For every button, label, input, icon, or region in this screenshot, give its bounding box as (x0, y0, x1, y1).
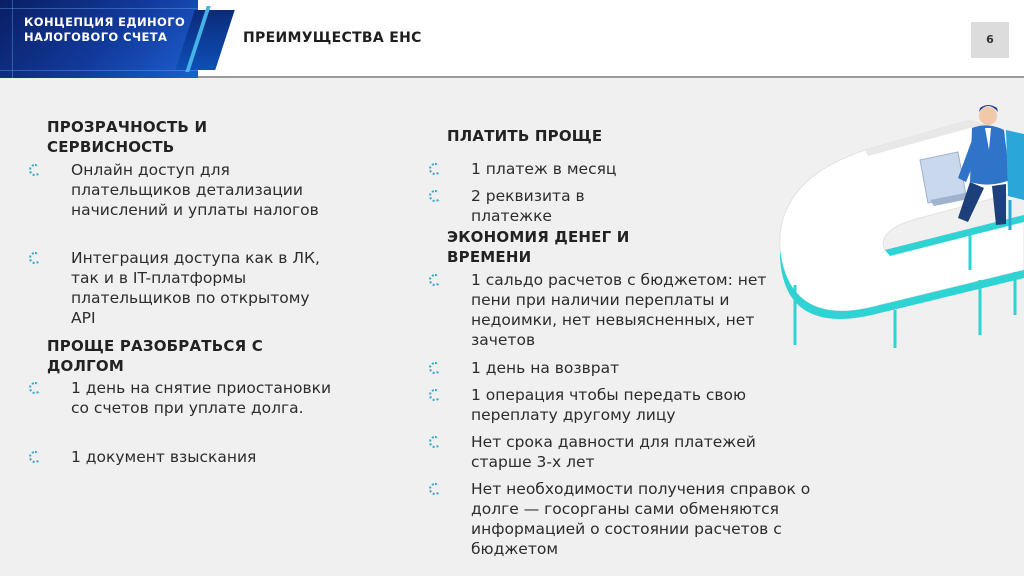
section-title-debt: ПРОЩЕ РАЗОБРАТЬСЯ С ДОЛГОМ (47, 337, 263, 375)
brand-decor-line (12, 0, 13, 78)
list-item: Интеграция доступа как в ЛК, так и в IT-платформы плательщиков по открытому API (71, 249, 320, 327)
progress-ring-icon (429, 274, 441, 286)
progress-ring-icon (29, 382, 41, 394)
progress-ring-icon (429, 436, 441, 448)
page-number: 6 (971, 22, 1009, 58)
brand-decor-line (0, 8, 198, 9)
list-item: 1 документ взыскания (71, 448, 257, 466)
list-item: 1 день на снятие приостановки со счетов при уплате долга. (71, 379, 332, 417)
progress-ring-icon (29, 164, 41, 176)
list-item: 1 операция чтобы передать свою переплату другому лицу (471, 386, 747, 424)
person-at-desk-illustration (770, 100, 1024, 350)
progress-ring-icon (429, 362, 441, 374)
list-item: 2 реквизита в платежке (471, 187, 585, 225)
list-item: Онлайн доступ для плательщиков детализации начислений и уплаты налогов (71, 161, 319, 219)
list-item: 1 день на возврат (471, 359, 620, 377)
brand-block (0, 0, 198, 78)
slide-title: ПРЕИМУЩЕСТВА ЕНС (243, 30, 422, 46)
section-title-savings: ЭКОНОМИЯ ДЕНЕГ И ВРЕМЕНИ (447, 228, 630, 266)
list-item: 1 сальдо расчетов с бюджетом: нет пени при наличии переплаты и недоимки, нет невыясненных, нет зачетов (471, 271, 767, 349)
brand-decor-line (0, 70, 198, 71)
progress-ring-icon (429, 163, 441, 175)
progress-ring-icon (429, 389, 441, 401)
brand-title: КОНЦЕПЦИЯ ЕДИНОГО НАЛОГОВОГО СЧЕТА (24, 15, 186, 44)
section-title-pay-easier: ПЛАТИТЬ ПРОЩЕ (447, 127, 603, 145)
progress-ring-icon (29, 252, 41, 264)
list-item: Нет срока давности для платежей старше 3-х лет (471, 433, 756, 471)
list-item: 1 платеж в месяц (471, 160, 617, 178)
progress-ring-icon (429, 190, 441, 202)
progress-ring-icon (429, 483, 441, 495)
list-item: Нет необходимости получения справок о долге — госорганы сами обменяются информацией о состоянии расчетов с бюджетом (471, 480, 811, 558)
progress-ring-icon (29, 451, 41, 463)
slide-header (0, 0, 1024, 78)
section-title-transparency: ПРОЗРАЧНОСТЬ И СЕРВИСНОСТЬ (47, 118, 208, 156)
